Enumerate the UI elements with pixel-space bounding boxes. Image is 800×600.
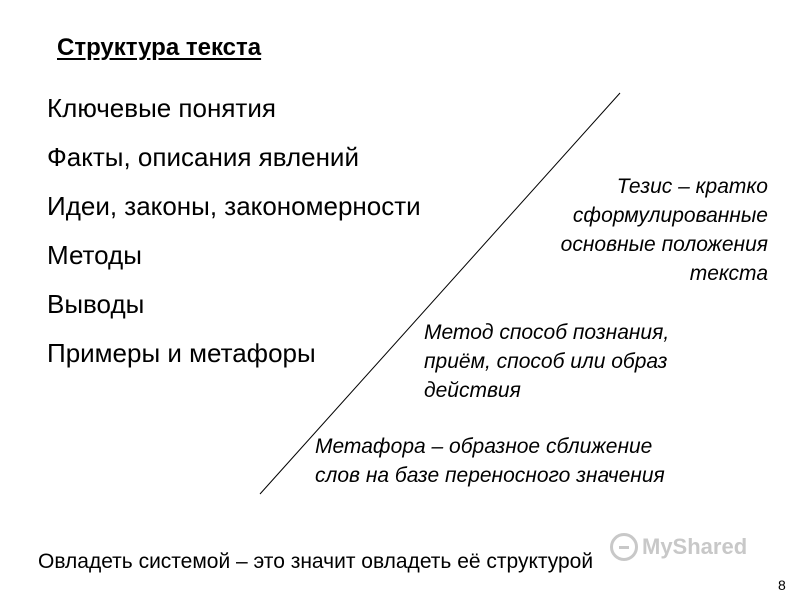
slide-title: Структура текста [57,34,262,61]
note-metaphor-line: слов на базе переносного значения [315,464,665,487]
watermark-text: MyShared [642,534,748,559]
structure-item-facts: Факты, описания явлений [47,142,359,172]
note-metaphor [315,432,665,490]
note-method-line: приём, способ или образ [424,350,668,373]
watermark-logo [610,533,747,561]
note-thesis [561,172,768,288]
footer-statement: Овладеть системой – это значит овладеть её структурой [38,550,594,573]
note-method [424,318,669,405]
structure-item-ideas: Идеи, законы, закономерности [47,191,421,221]
note-thesis-line: основные положения [560,233,768,256]
note-method-line: действия [424,379,521,402]
structure-item-examples: Примеры и метафоры [47,338,316,368]
note-thesis-line: Тезис – кратко [616,175,768,198]
structure-item-methods: Методы [47,240,142,270]
note-method-line: Метод способ познания, [424,321,670,344]
note-thesis-line: сформулированные [572,204,768,227]
note-thesis-line: текста [689,262,768,285]
structure-item-conclusions: Выводы [47,289,145,319]
note-metaphor-line: Метафора – образное сближение [315,435,653,458]
page-number: 8 [778,577,786,593]
structure-item-key-concepts: Ключевые понятия [47,93,276,123]
watermark-icon [610,533,638,561]
